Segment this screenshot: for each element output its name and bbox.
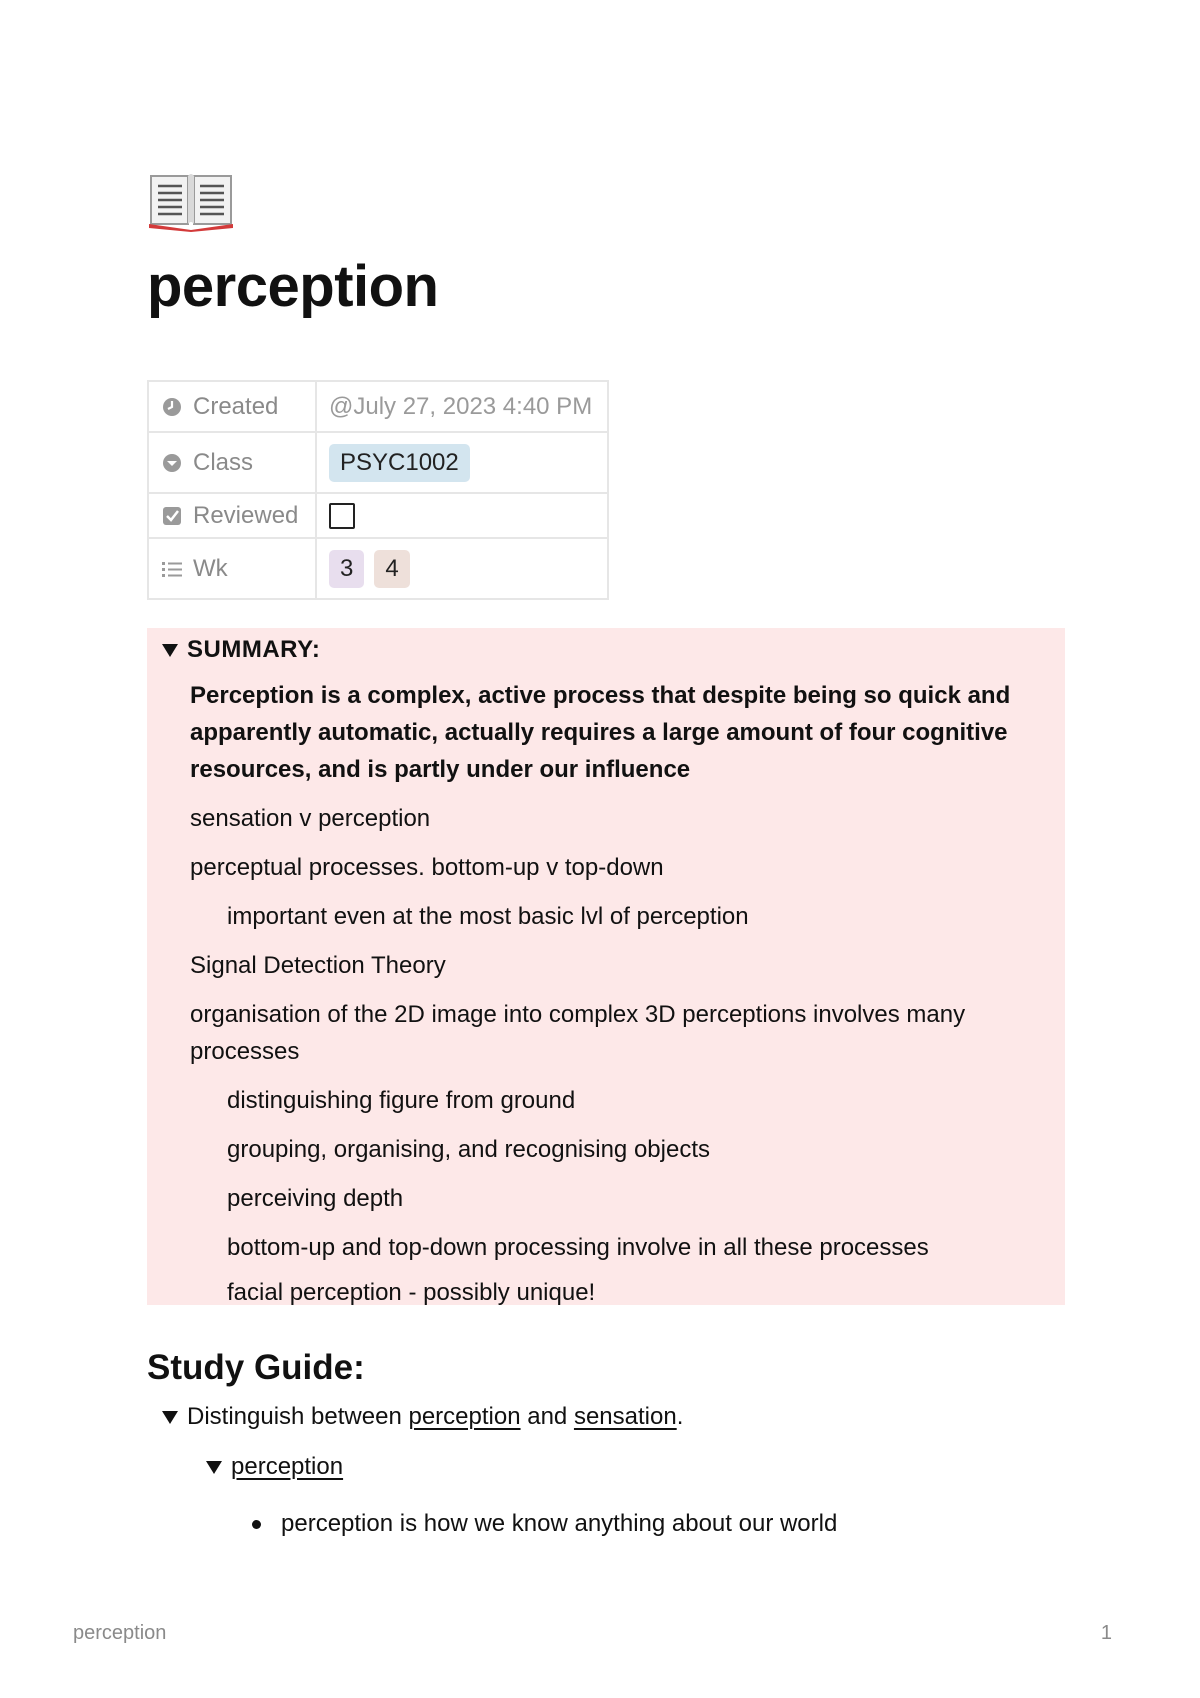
property-key: Class	[193, 448, 254, 476]
property-row-reviewed	[148, 493, 608, 538]
select-icon	[161, 452, 183, 474]
summary-line: facial perception - possibly unique!	[227, 1279, 596, 1306]
summary-line: processes	[190, 1038, 300, 1065]
summary-heading: SUMMARY:	[187, 636, 321, 663]
summary-line: organisation of the 2D image into complex 3D perceptions involves many	[190, 1001, 966, 1028]
toggle-middle: and	[527, 1403, 568, 1430]
bullet-icon	[252, 1520, 261, 1529]
property-row-created	[148, 381, 608, 432]
perception-link[interactable]: perception	[408, 1403, 521, 1430]
toggle-prefix: Distinguish between	[187, 1403, 402, 1430]
toggle-suffix: .	[676, 1403, 684, 1430]
summary-lead: Perception is a complex, active process that despite being so quick and	[190, 682, 1011, 709]
summary-line: perceiving depth	[227, 1185, 404, 1212]
summary-lead: resources, and is partly under our influence	[190, 756, 691, 783]
properties-table	[147, 380, 609, 600]
toggle-triangle-icon	[161, 1409, 179, 1425]
summary-line: Signal Detection Theory	[190, 952, 446, 979]
footer-title: perception	[73, 1622, 167, 1644]
property-key: Wk	[193, 554, 228, 582]
toggle-triangle-icon	[205, 1459, 223, 1475]
property-row-wk	[148, 538, 608, 599]
wk-tag[interactable]: 3	[329, 550, 364, 588]
toggle-triangle-icon	[161, 642, 179, 658]
summary-line: perceptual processes. bottom-up v top-down	[190, 854, 664, 881]
property-key: Reviewed	[193, 501, 299, 529]
sensation-link[interactable]: sensation	[573, 1403, 677, 1430]
summary-lead: apparently automatic, actually requires a large amount of four cognitive	[190, 719, 1008, 746]
reviewed-checkbox[interactable]	[329, 503, 355, 529]
toggle-text	[187, 1403, 683, 1431]
created-value[interactable]: @July 27, 2023 4:40 PM	[316, 381, 608, 432]
checkbox-icon	[161, 505, 183, 527]
open-book-icon	[148, 166, 234, 232]
summary-line: grouping, organising, and recognising objects	[227, 1136, 710, 1163]
summary-line: important even at the most basic lvl of perception	[227, 903, 749, 930]
summary-line: sensation v perception	[190, 805, 431, 832]
list-icon	[161, 558, 183, 580]
summary-line: bottom-up and top-down processing involve in all these processes	[227, 1234, 929, 1261]
summary-line: distinguishing figure from ground	[227, 1087, 576, 1114]
property-key: Created	[193, 392, 279, 420]
perception-subtoggle-link[interactable]: perception	[231, 1453, 344, 1480]
perception-toggle[interactable]	[205, 1450, 343, 1484]
clock-icon	[161, 396, 183, 418]
class-tag[interactable]: PSYC1002	[329, 444, 470, 482]
study-guide-heading: Study Guide:	[147, 1348, 365, 1387]
distinguish-toggle[interactable]	[161, 1400, 683, 1434]
page-title: perception	[147, 254, 439, 319]
list-item	[252, 1510, 837, 1538]
wk-tag[interactable]: 4	[374, 550, 409, 588]
property-row-class	[148, 432, 608, 493]
summary-callout	[147, 628, 1065, 1305]
bullet-text: perception is how we know anything about our world	[281, 1510, 838, 1537]
summary-toggle[interactable]	[161, 632, 320, 668]
page-number: 1	[1100, 1622, 1112, 1644]
